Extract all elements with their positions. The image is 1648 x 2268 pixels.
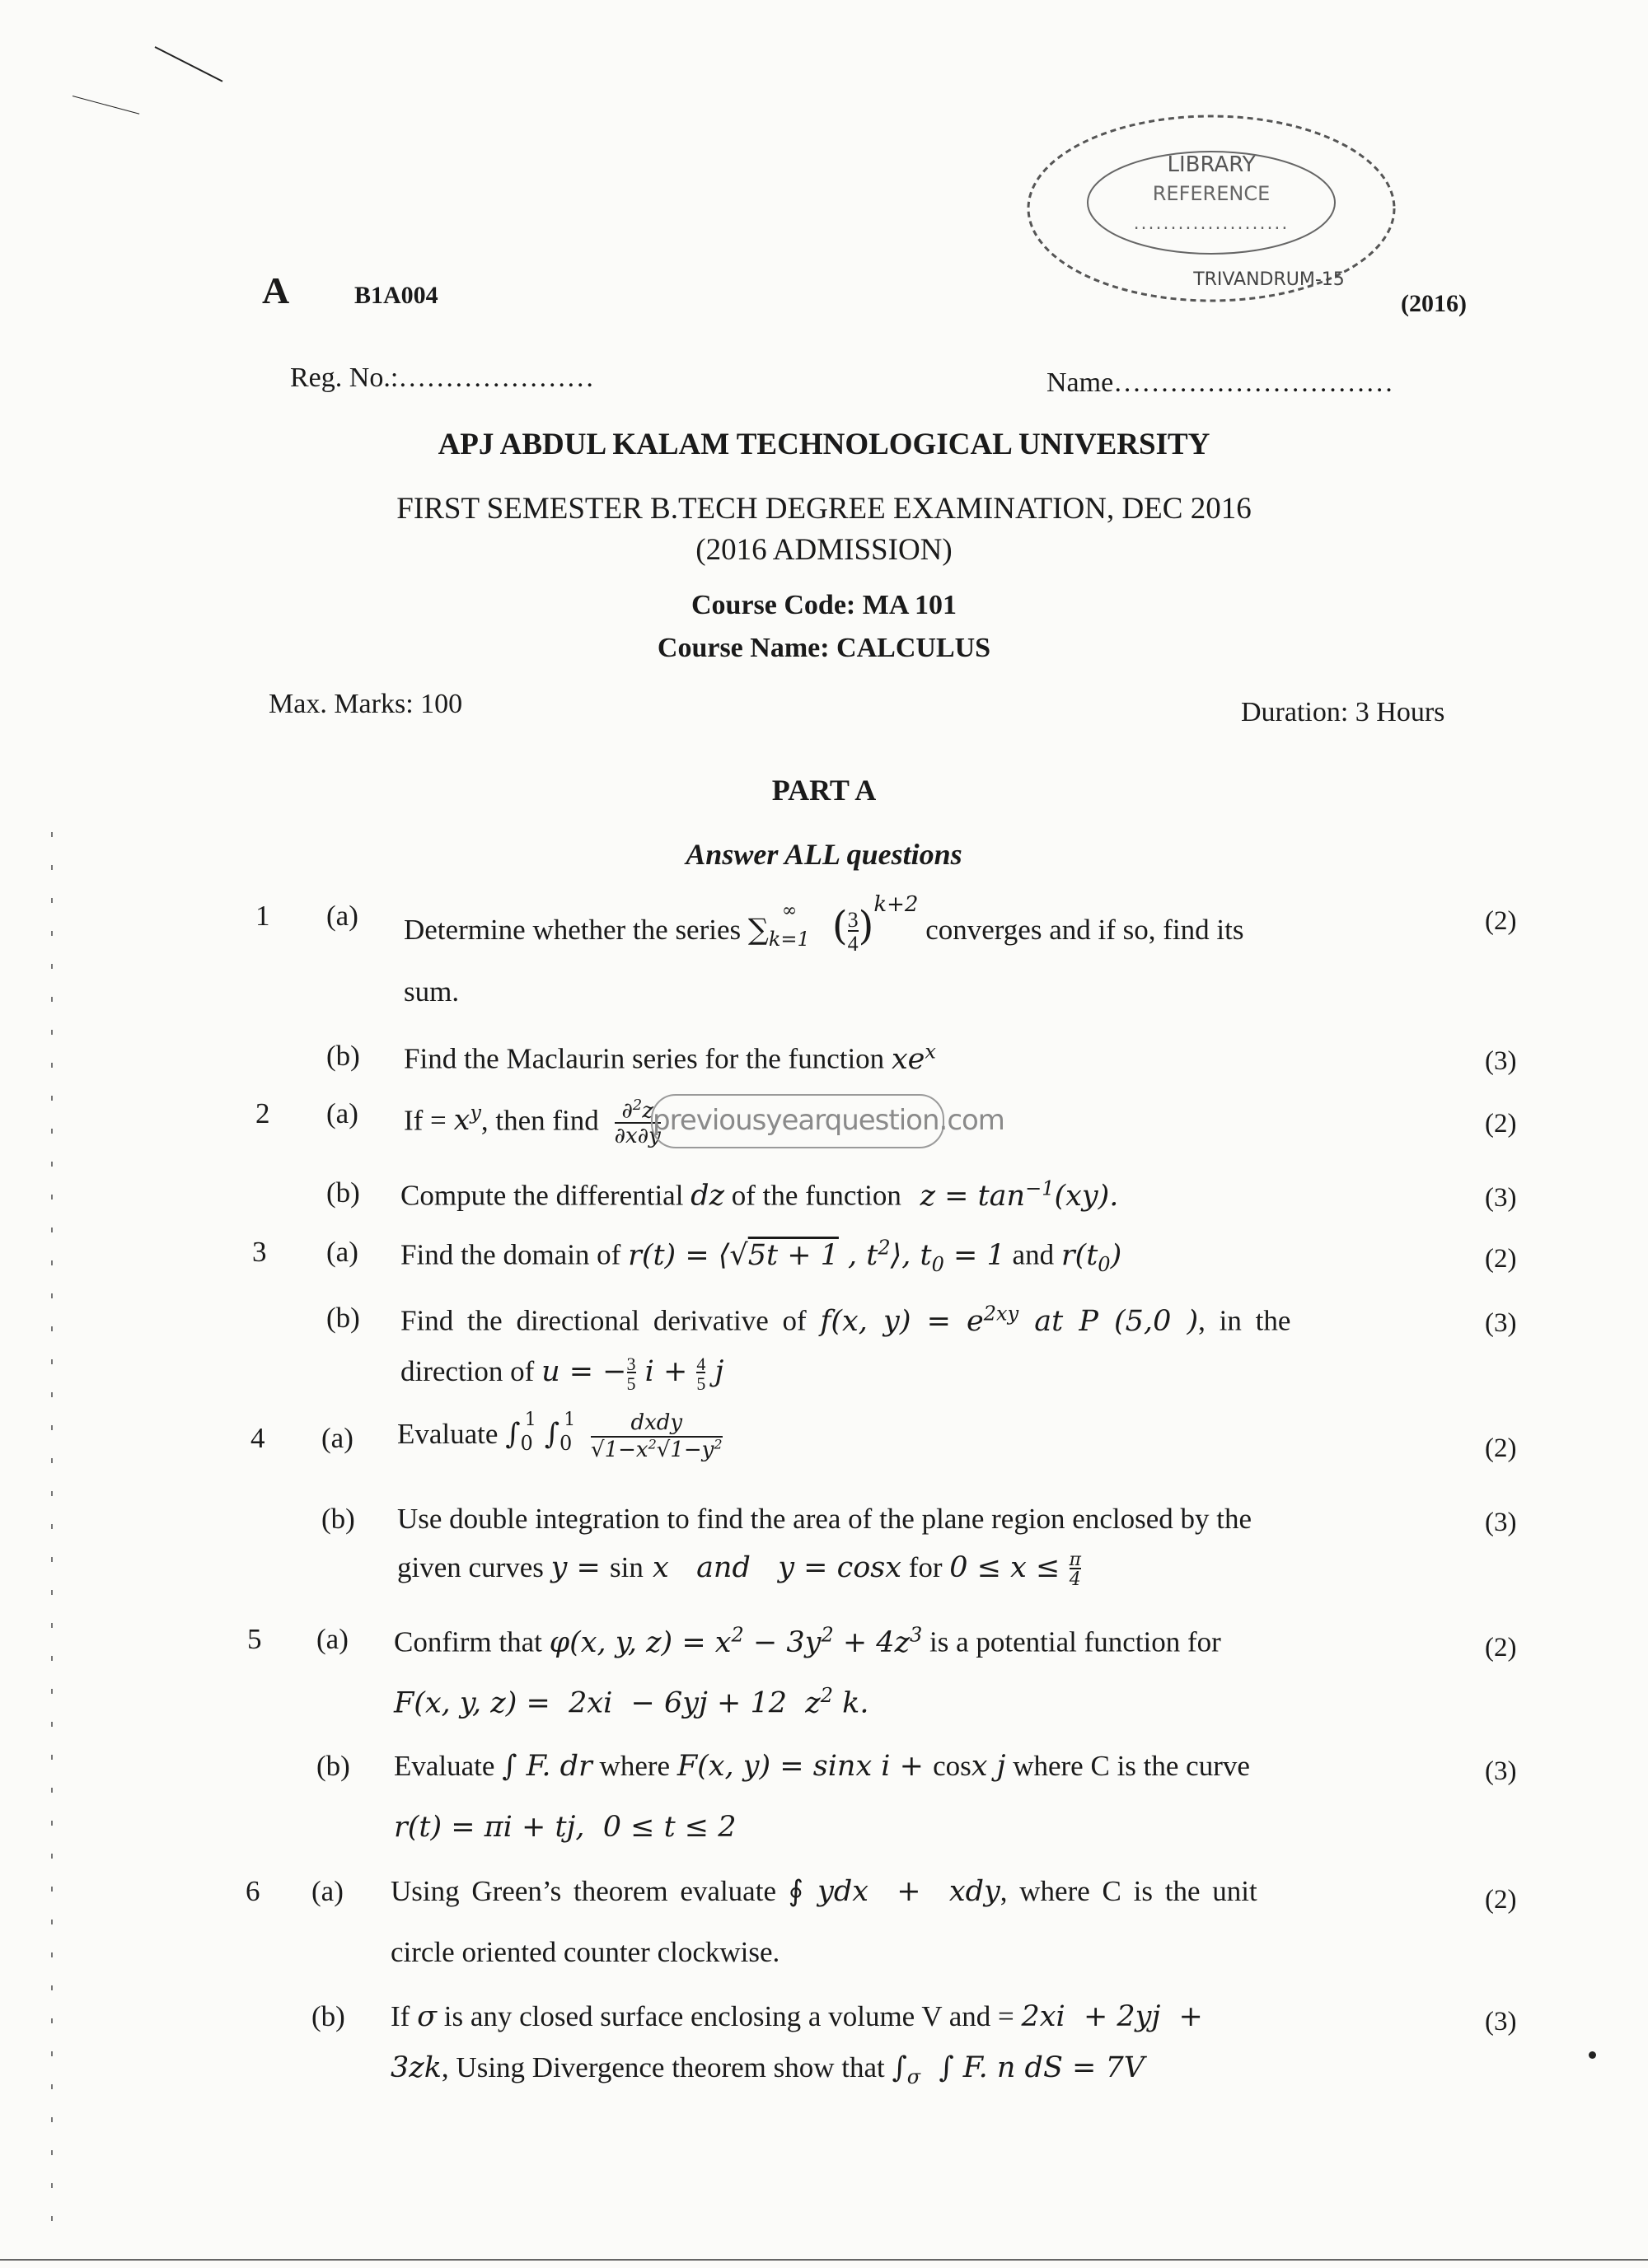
part-title: PART A bbox=[771, 774, 877, 807]
question-6a-text: Using Green’s theorem evaluate ∮ ydx + xdy, where C is the unit bbox=[391, 1875, 1257, 1908]
watermark: previousyearquestion.com bbox=[651, 1094, 944, 1148]
course-code: Course Code: MA 101 bbox=[691, 590, 957, 620]
question-5a-marks: (2) bbox=[1485, 1633, 1517, 1662]
question-5b-label: (b) bbox=[316, 1750, 350, 1782]
question-1a-continuation: sum. bbox=[404, 975, 460, 1008]
question-1b-text: Find the Maclaurin series for the function $xe^x$ bbox=[404, 1040, 936, 1076]
question-5a-text: Confirm that φ(x, y, $z) = x^2 - 3y^2 + 4z^3$ is a potential function for bbox=[394, 1623, 1221, 1659]
question-4b-text: Use double integration to find the area of the plane region enclosed by the bbox=[397, 1503, 1252, 1535]
question-4a-marks: (2) bbox=[1485, 1433, 1517, 1463]
question-number-2: 2 bbox=[255, 1097, 270, 1129]
exam-title: FIRST SEMESTER B.TECH DEGREE EXAMINATION, DEC 2016 bbox=[396, 492, 1252, 526]
question-1a-marks: (2) bbox=[1485, 906, 1517, 936]
scan-speck bbox=[1589, 2051, 1596, 2059]
question-1a-text: Determine whether the series $\sum_{k=1}^\infty$ (3 4)$^{k+2}$ converges and if so, find its bbox=[404, 892, 1244, 956]
library-stamp bbox=[1022, 105, 1401, 311]
question-3b-marks: (3) bbox=[1485, 1308, 1517, 1338]
question-2b-text: Compute the differential dz of the function $z = \tan^{-1}(xy)$. bbox=[400, 1176, 1119, 1213]
stamp-line2: REFERENCE bbox=[1152, 182, 1271, 205]
question-2a-text: $If = x^y$, then find ∂$^2$z ∂x∂y bbox=[404, 1097, 661, 1148]
question-5a-label: (a) bbox=[316, 1623, 349, 1655]
question-4b-continuation: given curves y = sin x and y = cosx for 0 ≤ x ≤ π 4 bbox=[397, 1550, 1081, 1591]
question-3b-label: (b) bbox=[326, 1302, 360, 1334]
reg-no-field: Reg. No.:………………… bbox=[290, 362, 595, 393]
question-2a-marks: (2) bbox=[1485, 1109, 1517, 1139]
question-number-5: 5 bbox=[247, 1623, 262, 1655]
question-number-4: 4 bbox=[250, 1422, 265, 1454]
question-5b-marks: (3) bbox=[1485, 1756, 1517, 1786]
question-6b-continuation: 3zk, Using Divergence theorem show that $\int_\sigma$ ∫ F. n dS = 7V bbox=[391, 2051, 1145, 2088]
paper-code: B1A004 bbox=[354, 282, 438, 309]
question-6b-marks: (3) bbox=[1485, 2007, 1517, 2037]
question-4a-text: Evaluate $\int_0^1$ $\int_0^1$ dxdy $√1-x^2√1-y^2$ bbox=[397, 1410, 723, 1462]
stamp-line3: TRIVANDRUM-15 bbox=[1193, 269, 1345, 290]
question-1b-marks: (3) bbox=[1485, 1046, 1517, 1076]
question-3a-text: Find the domain of r(t) = ⟨√5t + 1 , $t^2⟩$, $t_0 = 1$ and $r(t_0)$ bbox=[400, 1236, 1122, 1276]
question-3b-continuation: direction of u = −3 5 i + 4 5 j bbox=[400, 1354, 724, 1395]
max-marks: Max. Marks: 100 bbox=[269, 689, 463, 719]
question-3b-text: Find the directional derivative of f(x, $y) = e^{2xy}$ at P (5,0 ), in the bbox=[400, 1302, 1291, 1338]
admission-year: (2016 ADMISSION) bbox=[695, 533, 953, 567]
question-6a-label: (a) bbox=[311, 1875, 344, 1907]
paper-year: (2016) bbox=[1401, 290, 1467, 317]
university-title: APJ ABDUL KALAM TECHNOLOGICAL UNIVERSITY bbox=[438, 428, 1210, 461]
question-6b-label: (b) bbox=[311, 2000, 345, 2032]
question-2a-label: (a) bbox=[326, 1097, 358, 1129]
question-4b-label: (b) bbox=[321, 1503, 355, 1535]
scan-mark-2 bbox=[73, 96, 139, 115]
question-1a-label: (a) bbox=[326, 900, 358, 932]
question-1b-label: (b) bbox=[326, 1040, 360, 1072]
question-3a-marks: (2) bbox=[1485, 1244, 1517, 1274]
part-instruction: Answer ALL questions bbox=[686, 838, 962, 871]
question-3a-label: (a) bbox=[326, 1236, 358, 1268]
question-2b-label: (b) bbox=[326, 1176, 360, 1209]
question-4b-marks: (3) bbox=[1485, 1508, 1517, 1537]
question-6a-continuation: circle oriented counter clockwise. bbox=[391, 1936, 780, 1968]
question-4a-label: (a) bbox=[321, 1422, 353, 1454]
question-5b-continuation: r(t) = πi + tj, 0 ≤ t ≤ 2 bbox=[394, 1811, 737, 1844]
question-6b-text: If σ is any closed surface enclosing a volume V and = 2xi + 2yj + bbox=[391, 2000, 1203, 2033]
question-number-6: 6 bbox=[246, 1875, 260, 1907]
course-name: Course Name: CALCULUS bbox=[657, 633, 991, 663]
svg-text:.....................: ..................... bbox=[1133, 213, 1290, 234]
scan-left-marks bbox=[51, 832, 53, 2233]
scan-bottom-rule bbox=[0, 2259, 1648, 2261]
question-number-1: 1 bbox=[255, 900, 270, 932]
stamp-line1: LIBRARY bbox=[1167, 152, 1256, 177]
question-5a-continuation: F(x, y, z) = 2xi − 6yj + 12 $z^2$ k. bbox=[394, 1684, 869, 1720]
duration: Duration: 3 Hours bbox=[1241, 697, 1445, 727]
name-field: Name………………………… bbox=[1046, 367, 1394, 398]
question-set-letter: A bbox=[262, 269, 290, 311]
question-2b-marks: (3) bbox=[1485, 1183, 1517, 1213]
question-number-3: 3 bbox=[252, 1236, 267, 1268]
scan-mark-1 bbox=[155, 46, 223, 82]
question-6a-marks: (2) bbox=[1485, 1885, 1517, 1915]
question-5b-text: Evaluate ∫ F. dr where F(x, y) = sinx i + cosx j where C is the curve bbox=[394, 1750, 1250, 1783]
